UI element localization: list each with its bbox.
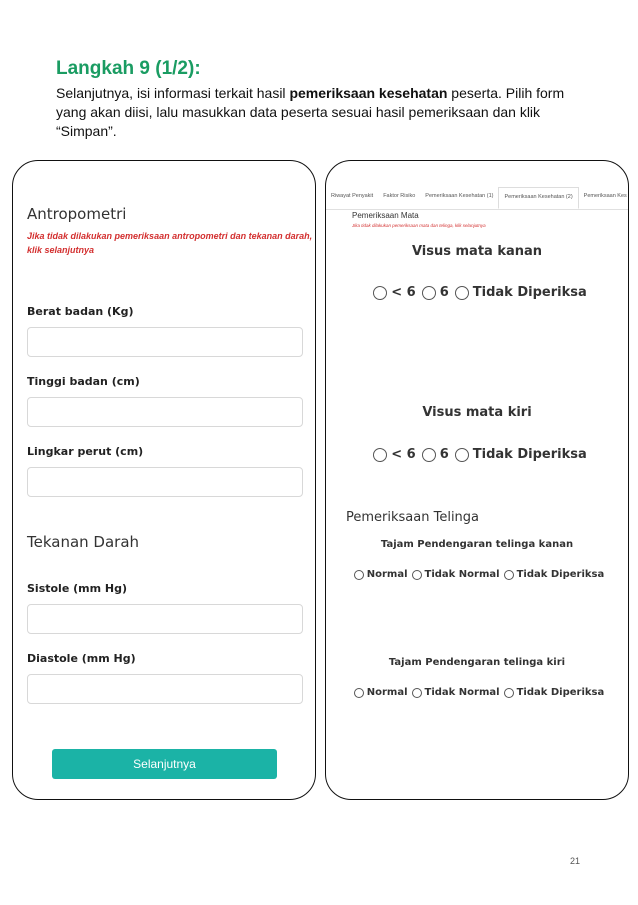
visus-left-title: Visus mata kiri (422, 405, 532, 420)
eye-exam-note: Jika tidak dilakukan pemeriksaan mata dan telinga, klik selanjutnya (352, 223, 486, 228)
weight-label: Berat badan (Kg) (27, 305, 134, 318)
diastole-label: Diastole (mm Hg) (27, 652, 136, 665)
radio-icon[interactable] (455, 286, 469, 300)
option-label: 6 (439, 285, 449, 300)
hearing-left-options (326, 687, 628, 698)
radio-icon[interactable] (412, 570, 422, 580)
tab-faktor-risiko[interactable]: Faktor Risiko (383, 193, 416, 199)
option-label: Tidak Diperiksa (516, 569, 605, 580)
step-title: Langkah 9 (1/2): (56, 58, 201, 79)
option-label: Tidak Diperiksa (516, 687, 605, 698)
visus-right-option-6[interactable] (416, 285, 449, 300)
systole-input[interactable] (27, 604, 303, 634)
radio-icon[interactable] (504, 570, 514, 580)
eye-exam-title: Pemeriksaan Mata (352, 211, 419, 220)
height-label: Tinggi badan (cm) (27, 375, 140, 388)
radio-icon[interactable] (412, 688, 422, 698)
right-phone-frame (325, 160, 629, 800)
option-label: Tidak Diperiksa (472, 285, 587, 300)
visus-left-option-not-examined[interactable] (449, 447, 587, 462)
hearing-right-option-abnormal[interactable] (408, 569, 500, 580)
option-label: < 6 (391, 285, 416, 300)
visus-right-title: Visus mata kanan (411, 244, 543, 259)
tab-pemeriksaan-1[interactable]: Pemeriksaan Kesehatan (1) (425, 193, 494, 199)
visus-right-option-not-examined[interactable] (449, 285, 587, 300)
visus-left-option-6[interactable] (416, 447, 449, 462)
hearing-right-option-not-examined[interactable] (500, 569, 605, 580)
radio-icon[interactable] (504, 688, 514, 698)
weight-input[interactable] (27, 327, 303, 357)
tab-pemeriksaan-2[interactable]: Pemeriksaan Kesehatan (2) (498, 187, 578, 209)
intro-part-2: peserta. Pilih form yang akan diisi, lalu masukkan data peserta sesuai hasil pemeriksaan dan klik “Simpan”. (56, 85, 565, 139)
radio-icon[interactable] (373, 448, 387, 462)
radio-icon[interactable] (373, 286, 387, 300)
hearing-right-option-normal[interactable] (350, 569, 408, 580)
intro-bold: pemeriksaan kesehatan (289, 85, 448, 101)
page-number: 21 (570, 856, 581, 866)
option-label: Tidak Normal (424, 569, 500, 580)
tab-pemeriksaan-3[interactable]: Pemeriksaan Kes (583, 193, 627, 199)
hearing-right-options (326, 569, 628, 580)
systole-label: Sistole (mm Hg) (27, 582, 128, 595)
hearing-left-option-not-examined[interactable] (500, 687, 605, 698)
radio-icon[interactable] (455, 448, 469, 462)
diastole-input[interactable] (27, 674, 303, 704)
ear-exam-title: Pemeriksaan Telinga (346, 510, 480, 525)
option-label: 6 (439, 447, 449, 462)
left-phone-frame (12, 160, 316, 800)
hearing-right-title: Tajam Pendengaran telinga kanan (380, 539, 574, 550)
visus-left-options (326, 447, 628, 462)
visus-right-options (326, 285, 628, 300)
antropometri-note: Jika tidak dilakukan pemeriksaan antropometri dan tekanan darah, klik selanjutnya (27, 231, 313, 255)
waist-label: Lingkar perut (cm) (27, 445, 144, 458)
hearing-left-option-abnormal[interactable] (408, 687, 500, 698)
radio-icon[interactable] (354, 570, 364, 580)
hearing-left-option-normal[interactable] (350, 687, 408, 698)
option-label: < 6 (391, 447, 416, 462)
radio-icon[interactable] (354, 688, 364, 698)
intro-part-1: Selanjutnya, isi informasi terkait hasil (56, 85, 290, 101)
intro-text (56, 84, 596, 141)
radio-icon[interactable] (422, 448, 436, 462)
tab-bar (326, 187, 628, 210)
visus-left-option-lt6[interactable] (367, 447, 415, 462)
hearing-left-title: Tajam Pendengaran telinga kiri (388, 657, 566, 668)
option-label: Normal (366, 569, 408, 580)
next-button[interactable]: Selanjutnya (52, 749, 277, 779)
height-input[interactable] (27, 397, 303, 427)
option-label: Tidak Normal (424, 687, 500, 698)
radio-icon[interactable] (422, 286, 436, 300)
tab-riwayat-penyakit[interactable]: Riwayat Penyakit (331, 193, 374, 199)
option-label: Normal (366, 687, 408, 698)
blood-pressure-title: Tekanan Darah (27, 533, 140, 551)
option-label: Tidak Diperiksa (472, 447, 587, 462)
visus-right-option-lt6[interactable] (367, 285, 415, 300)
antropometri-title: Antropometri (27, 205, 127, 223)
waist-input[interactable] (27, 467, 303, 497)
